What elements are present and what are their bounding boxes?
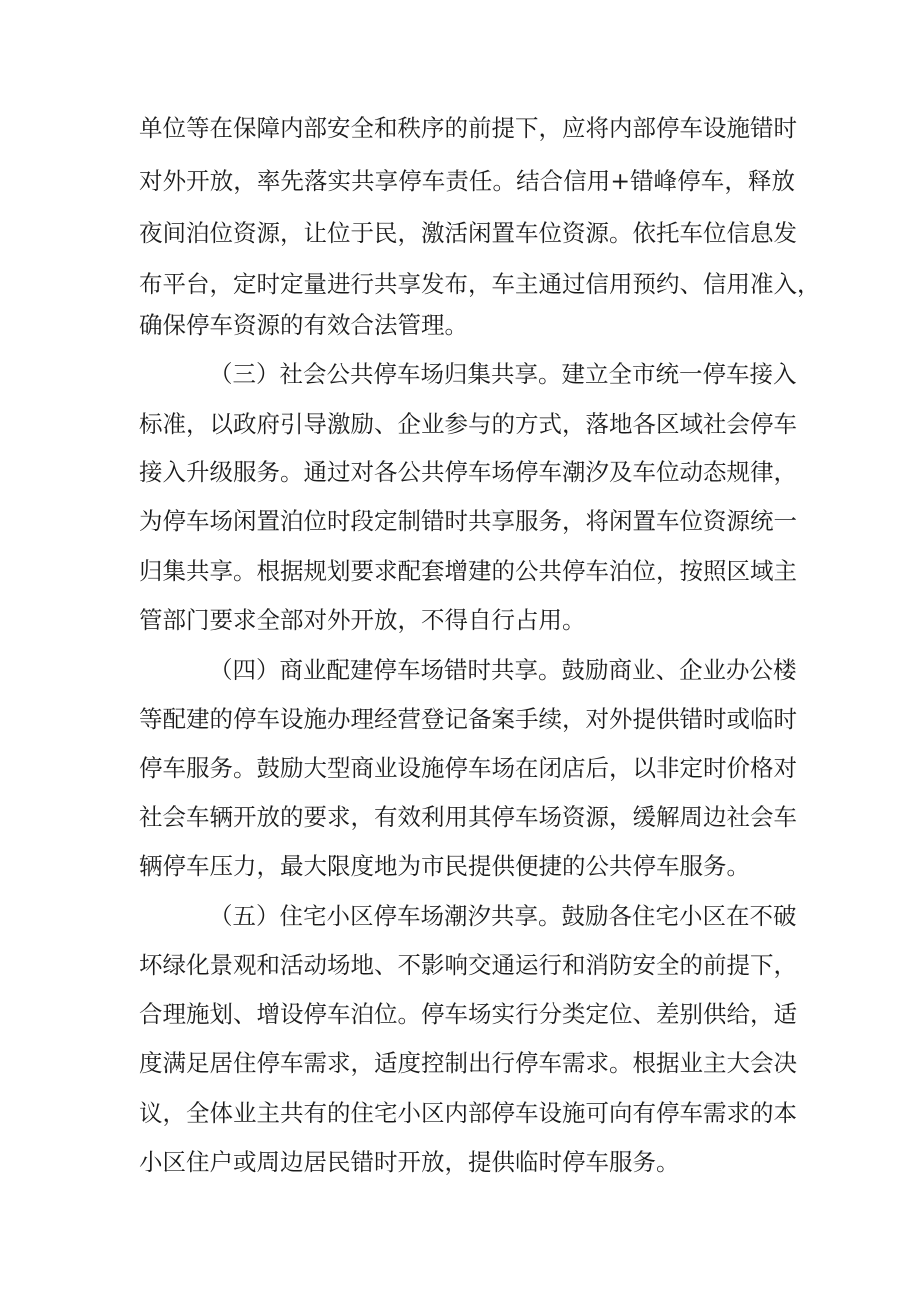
text-line: 单位等在保障内部安全和秩序的前提下，应将内部停车设施错时 — [139, 114, 797, 142]
text-line: 度满足居住停车需求，适度控制出行停车需求。根据业主大会决 — [139, 1049, 797, 1077]
text-line: 夜间泊位资源，让位于民，激活闲置车位资源。依托车位信息发 — [139, 219, 797, 247]
paragraph-heading-line: （三）社会公共停车场归集共享。建立全市统一停车接入 — [209, 360, 797, 388]
text-line: 停车服务。鼓励大型商业设施停车场在闭店后，以非定时价格对 — [139, 754, 797, 782]
text-line: 坏绿化景观和活动场地、不影响交通运行和消防安全的前提下， — [139, 951, 797, 979]
text-line: 议，全体业主共有的住宅小区内部停车设施可向有停车需求的本 — [139, 1099, 797, 1127]
text-line: 确保停车资源的有效合法管理。 — [139, 311, 468, 339]
paragraph-heading-line: （四）商业配建停车场错时共享。鼓励商业、企业办公楼 — [209, 656, 797, 684]
text-line: 归集共享。根据规划要求配套增建的公共停车泊位，按照区域主 — [139, 557, 797, 585]
text-line: 布平台，定时定量进行共享发布，车主通过信用预约、信用准入， — [139, 270, 821, 298]
text-line: 对外开放，率先落实共享停车责任。结合信用+错峰停车，释放 — [139, 167, 795, 195]
text-line: 辆停车压力，最大限度地为市民提供便捷的公共停车服务。 — [139, 852, 750, 880]
text-line: 为停车场闲置泊位时段定制错时共享服务，将闲置车位资源统一 — [139, 507, 797, 535]
text-line: 接入升级服务。通过对各公共停车场停车潮汐及车位动态规律， — [139, 458, 797, 486]
paragraph-heading-line: （五）住宅小区停车场潮汐共享。鼓励各住宅小区在不破 — [209, 902, 797, 930]
text-line: 管部门要求全部对外开放，不得自行占用。 — [139, 606, 586, 634]
text-line: 合理施划、增设停车泊位。停车场实行分类定位、差别供给，适 — [139, 1000, 797, 1028]
text-line: 等配建的停车设施办理经营登记备案手续，对外提供错时或临时 — [139, 705, 797, 733]
text-line: 社会车辆开放的要求，有效利用其停车场资源，缓解周边社会车 — [139, 803, 797, 831]
text-line: 小区住户或周边居民错时开放，提供临时停车服务。 — [139, 1148, 680, 1176]
text-line: 标准，以政府引导激励、企业参与的方式，落地各区域社会停车 — [139, 410, 797, 438]
